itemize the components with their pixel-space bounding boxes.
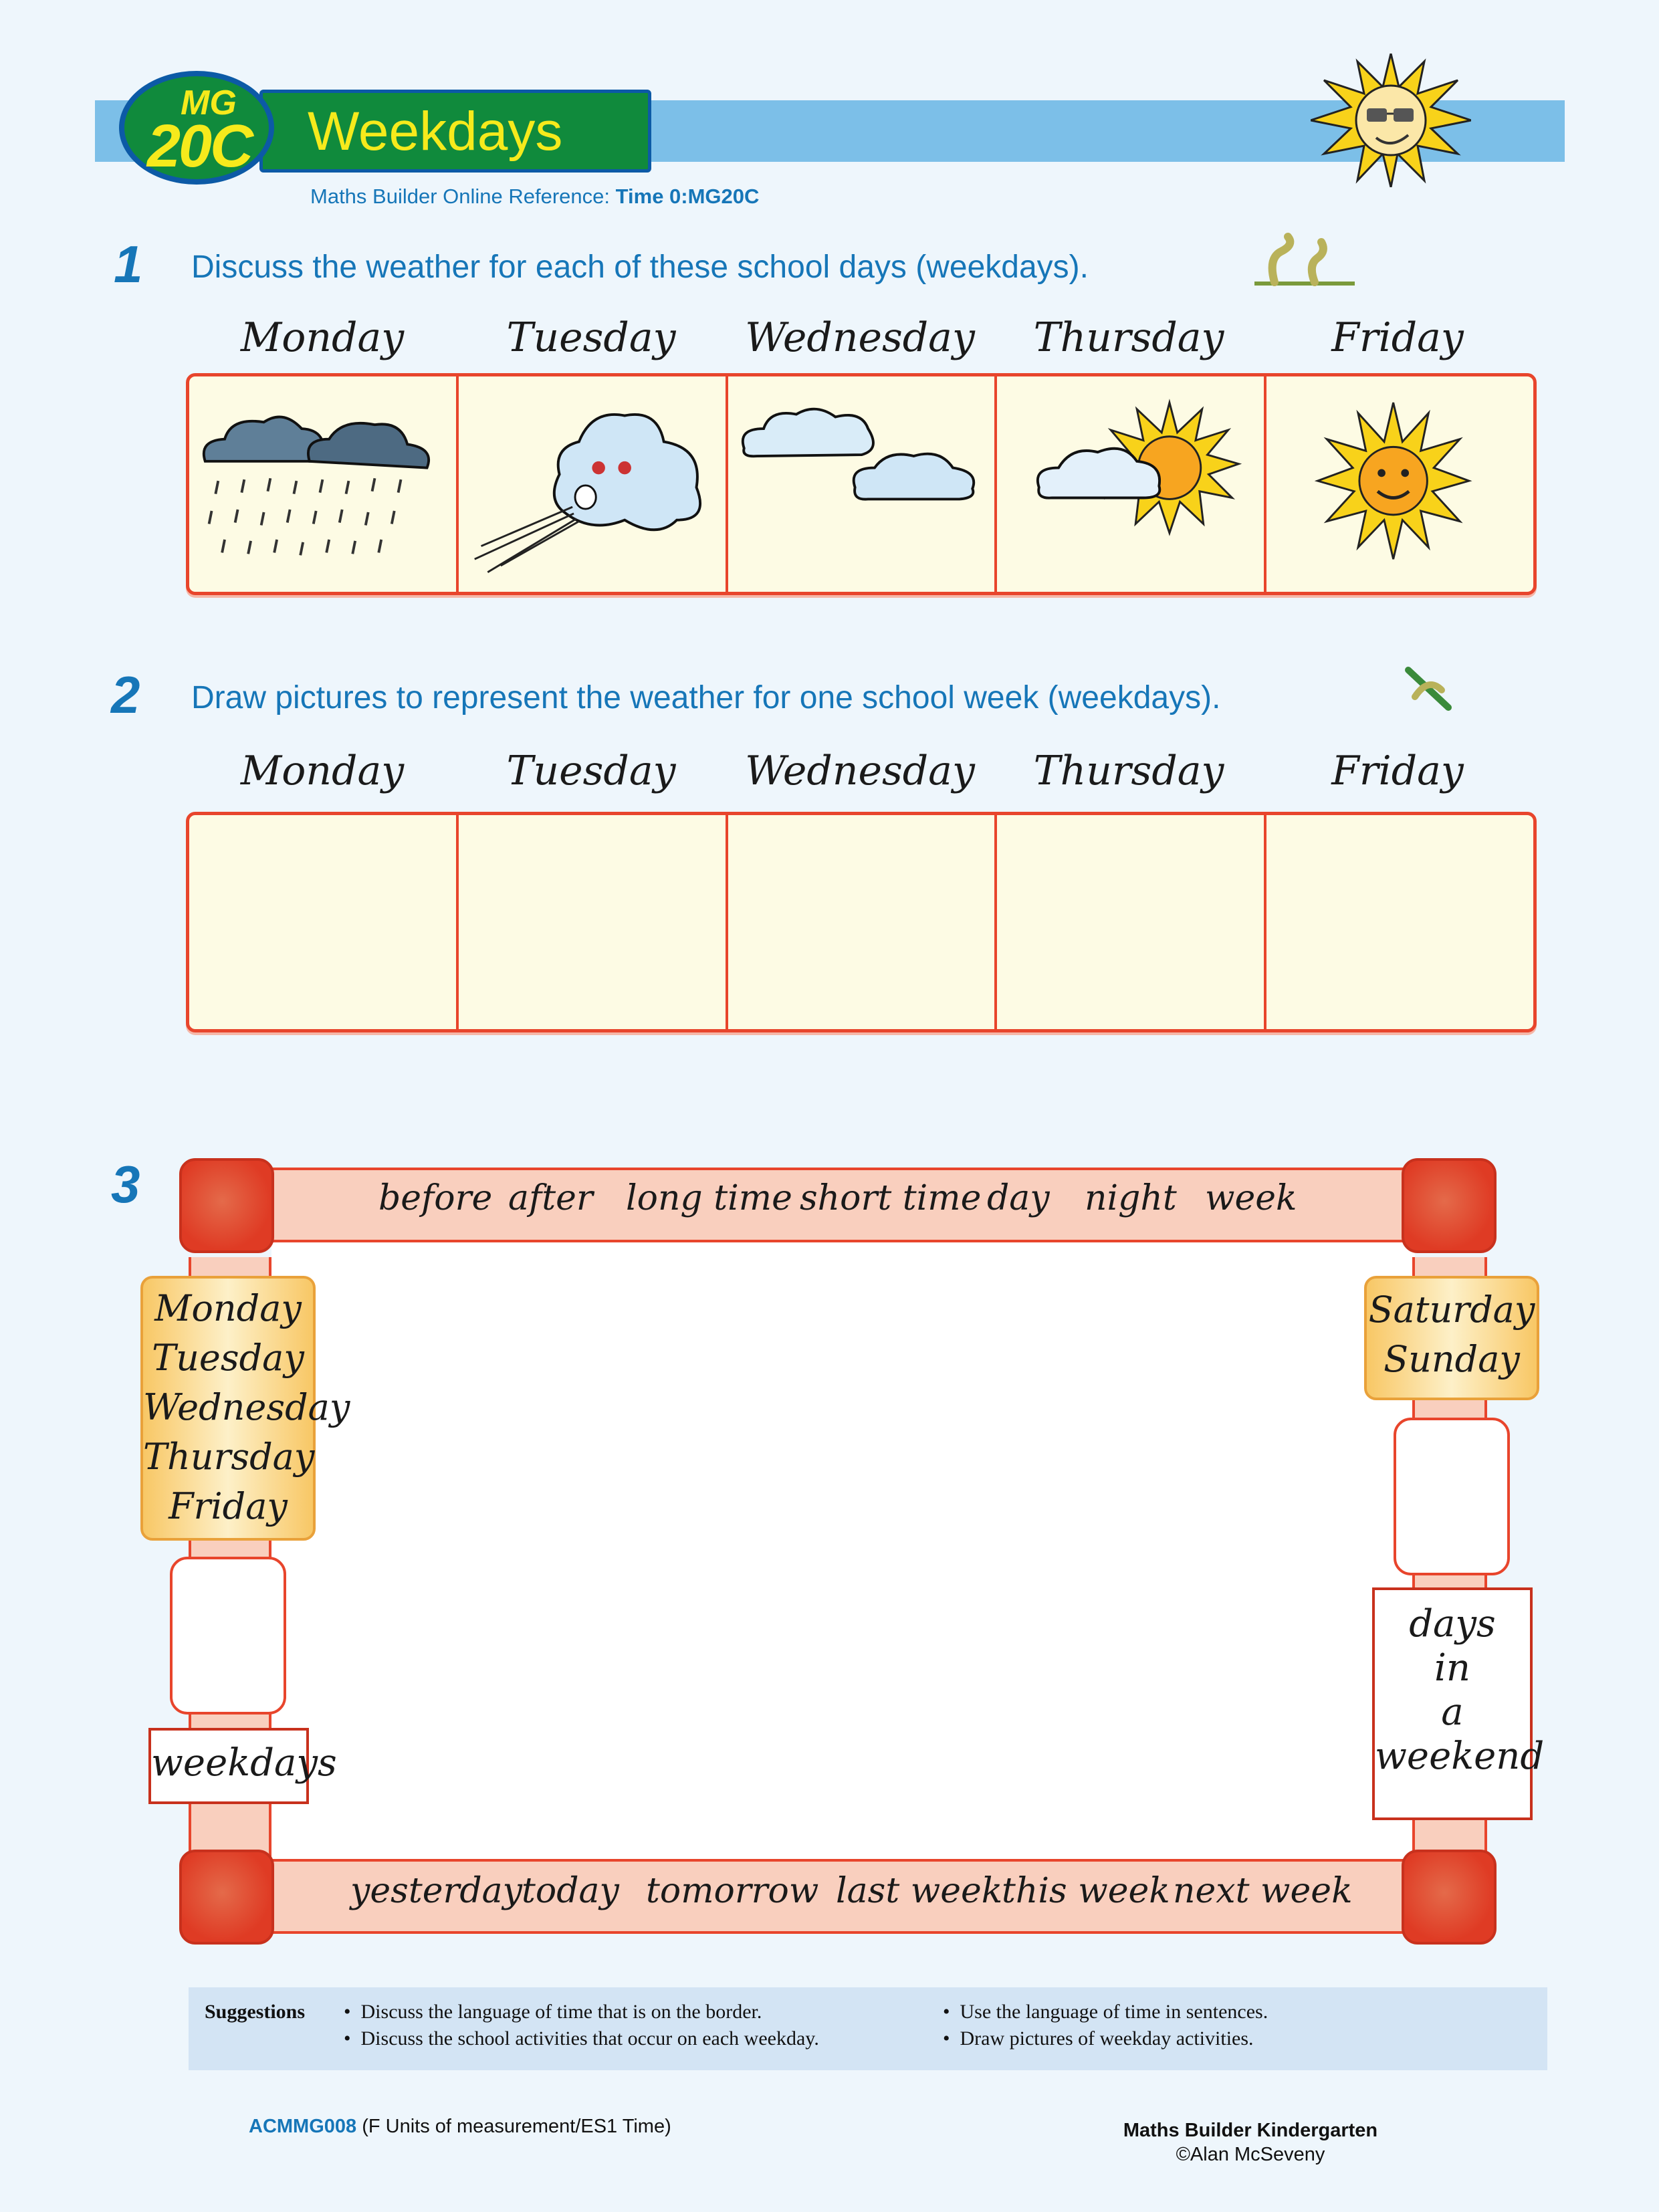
q2-day-thursday: Thursday: [1033, 748, 1224, 794]
sun-cloud-icon: [997, 376, 1264, 592]
q1-day-friday: Friday: [1331, 314, 1464, 361]
suggestion-2: • Discuss the school activities that occur on each weekday.: [344, 2027, 819, 2050]
word-day: day: [987, 1178, 1050, 1218]
question-3-number: 3: [111, 1155, 140, 1214]
q2-day-monday: Monday: [240, 748, 405, 794]
book-title: Maths Builder Kindergarten: [1123, 2120, 1378, 2141]
suggestion-3-text: Use the language of time in sentences.: [960, 2001, 1268, 2023]
weekend-label-line-2: in: [1434, 1646, 1470, 1690]
question-2-number: 2: [111, 665, 140, 724]
weekend-count-answer-box[interactable]: [1394, 1418, 1510, 1575]
badge-prefix: MG: [181, 84, 237, 122]
cloud-icon: [728, 376, 995, 592]
curriculum-code-id: ACMMG008: [249, 2116, 357, 2137]
q1-cell-thursday: [997, 376, 1266, 592]
curriculum-code: [249, 2116, 671, 2138]
suggestion-2-text: Discuss the school activities that occur on each weekday.: [360, 2027, 819, 2050]
sun-icon: [1266, 376, 1533, 592]
reference-code: Time 0:MG20C: [615, 185, 760, 208]
q2-draw-box-friday[interactable]: [1266, 815, 1533, 1029]
q1-weather-strip: [186, 373, 1537, 595]
suggestion-4-text: Draw pictures of weekday activities.: [960, 2027, 1254, 2050]
copyright: ©Alan McSeveny: [1176, 2144, 1325, 2165]
suggestions-title: Suggestions: [205, 2001, 306, 2023]
weekday-monday: Monday: [154, 1287, 302, 1329]
weekday-tuesday: Tuesday: [152, 1337, 304, 1379]
q2-day-wednesday: Wednesday: [745, 748, 975, 794]
q1-day-thursday: Thursday: [1033, 314, 1224, 361]
word-week: week: [1205, 1178, 1297, 1218]
q1-day-wednesday: Wednesday: [745, 314, 975, 361]
page-title: Weekdays: [308, 101, 563, 162]
suggestion-1-text: Discuss the language of time that is on the border.: [360, 2001, 762, 2023]
question-1-text: Discuss the weather for each of these school days (weekdays).: [191, 249, 1089, 285]
word-next-week: next week: [1173, 1871, 1353, 1911]
corner-top-left: [179, 1158, 274, 1253]
corner-bottom-left: [179, 1850, 274, 1945]
word-tomorrow: tomorrow: [646, 1871, 819, 1911]
q1-cell-monday: [189, 376, 459, 592]
weekday-friday: Friday: [169, 1485, 288, 1527]
weekend-list-box: [1364, 1276, 1539, 1400]
weekday-wednesday: Wednesday: [143, 1386, 350, 1428]
online-reference: [310, 185, 759, 209]
corner-bottom-right: [1402, 1850, 1497, 1945]
q1-day-monday: Monday: [240, 314, 405, 361]
weekdays-label-box: [148, 1728, 337, 1804]
word-night: night: [1085, 1178, 1177, 1218]
curriculum-code-desc: (F Units of measurement/ES1 Time): [362, 2116, 671, 2137]
weekend-saturday: Saturday: [1368, 1289, 1535, 1331]
weekend-label-line-4: weekend: [1375, 1735, 1545, 1778]
wind-cloud-icon: [459, 376, 726, 592]
q2-day-tuesday: Tuesday: [506, 748, 676, 794]
word-this-week: this week: [1002, 1871, 1170, 1911]
weekend-sunday: Sunday: [1384, 1338, 1520, 1380]
q1-cell-tuesday: [459, 376, 728, 592]
word-today: today: [522, 1871, 619, 1911]
q3-drawing-area[interactable]: [271, 1242, 1415, 1860]
weekday-thursday: Thursday: [143, 1436, 315, 1478]
q2-drawing-strip: [186, 812, 1537, 1032]
q1-cell-friday: [1266, 376, 1533, 592]
sun-mascot-icon: [1311, 53, 1471, 187]
q2-draw-box-wednesday[interactable]: [728, 815, 998, 1029]
q2-draw-box-tuesday[interactable]: [459, 815, 728, 1029]
corner-top-right: [1402, 1158, 1497, 1253]
word-short-time: short time: [800, 1178, 982, 1218]
suggestion-4: • Draw pictures of weekday activities.: [943, 2027, 1254, 2050]
rain-cloud-icon: [189, 376, 456, 592]
word-yesterday: yesterday: [350, 1871, 523, 1911]
q2-draw-box-thursday[interactable]: [997, 815, 1266, 1029]
reference-label: Maths Builder Online Reference:: [310, 185, 611, 208]
word-after: after: [508, 1178, 593, 1218]
word-long-time: long time: [626, 1178, 792, 1218]
q2-draw-box-monday[interactable]: [189, 815, 459, 1029]
question-2-text: Draw pictures to represent the weather for one school week (weekdays).: [191, 680, 1221, 715]
weekdays-count-answer-box[interactable]: [170, 1557, 286, 1715]
suggestion-1: • Discuss the language of time that is on the border.: [344, 2001, 762, 2023]
weekdays-list-box: [140, 1276, 350, 1541]
q1-cell-wednesday: [728, 376, 998, 592]
word-last-week: last week: [836, 1871, 1003, 1911]
q2-day-friday: Friday: [1331, 748, 1464, 794]
question-1-number: 1: [114, 235, 143, 294]
word-before: before: [378, 1178, 493, 1218]
worm-icon: [1248, 231, 1361, 289]
badge-code: 20C: [147, 113, 252, 180]
weekdays-label: weekdays: [151, 1741, 337, 1785]
weekend-label-line-3: a: [1441, 1690, 1464, 1734]
suggestion-3: • Use the language of time in sentences.: [943, 2001, 1268, 2023]
pencil-worm-icon: [1402, 663, 1459, 714]
weekend-label-box: [1372, 1587, 1545, 1820]
weekend-label-line-1: days: [1409, 1602, 1496, 1646]
q1-day-tuesday: Tuesday: [506, 314, 676, 361]
